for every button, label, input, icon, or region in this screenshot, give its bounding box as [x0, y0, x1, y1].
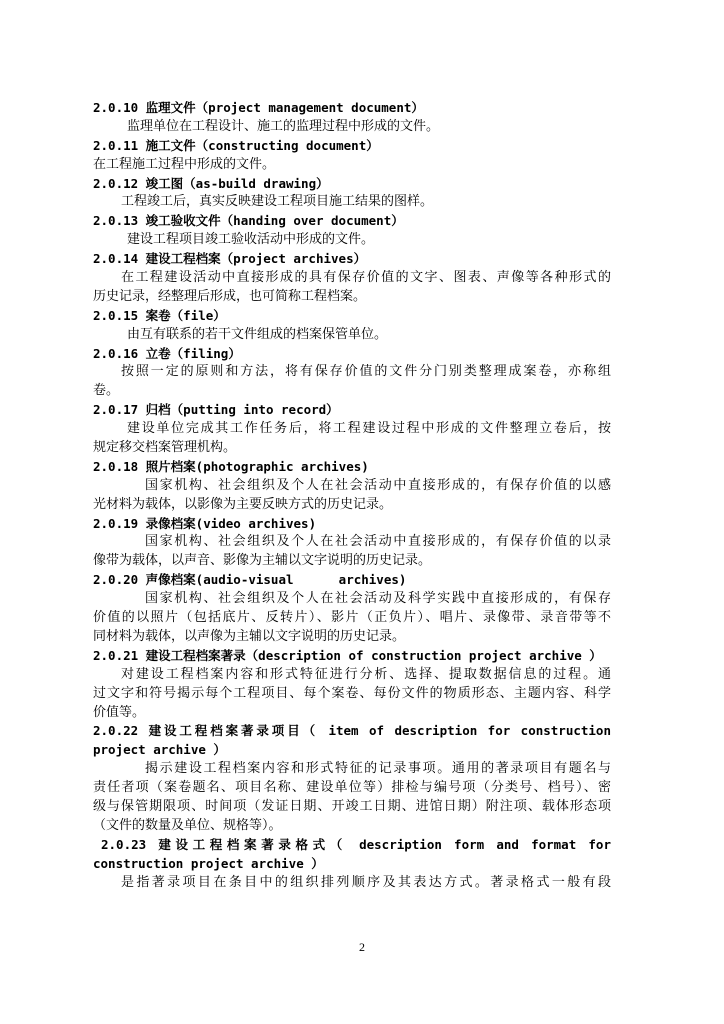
definition-text: 是指著录项目在条目中的组织排列顺序及其表达方式。著录格式一般有段	[121, 874, 611, 890]
definition-text: 责任者项（案卷题名、项目名称、建设单位等）排检与编号项（分类号、档号）、密	[93, 780, 611, 796]
definition-text: 光材料为载体，以影像为主要反映方式的历史记录。	[93, 496, 393, 512]
definition-text: 监理单位在工程设计、施工的监理过程中形成的文件。	[127, 118, 440, 134]
definition-text: （文件的数量及单位、规格等）。	[93, 817, 282, 833]
term-heading: 2.0.18 照片档案(photographic archives)	[93, 458, 369, 474]
term-heading: 2.0.13 竣工验收文件（handing over document）	[93, 213, 404, 229]
definition-text: 卷。	[93, 383, 120, 399]
definition-text: 工程竣工后，真实反映建设工程项目施工结果的图样。	[121, 194, 434, 210]
term-heading: 2.0.14 建设工程档案（project archives）	[93, 251, 367, 267]
definition-text: 在工程建设活动中直接形成的具有保存价值的文字、图表、声像等各种形式的	[121, 270, 611, 286]
term-heading: 2.0.12 竣工图（as-build drawing）	[93, 175, 329, 191]
term-heading: 2.0.22 建设工程档案著录项目（ item of description for construction	[93, 723, 611, 739]
definition-text: 国家机构、社会组织及个人在社会活动中直接形成的，有保存价值的以感	[145, 477, 611, 493]
definition-text: 建设单位完成其工作任务后，将工程建设过程中形成的文件整理立卷后，按	[127, 421, 611, 437]
term-heading: 2.0.11 施工文件（constructing document）	[93, 137, 379, 153]
definition-text: 按照一定的原则和方法，将有保存价值的文件分门别类整理成案卷，亦称组	[121, 364, 611, 380]
document-body	[93, 99, 611, 892]
definition-text: 对建设工程档案内容和形式特征进行分析、选择、提取数据信息的过程。通	[121, 666, 611, 682]
definition-text: 像带为载体，以声音、影像为主辅以文字说明的历史记录。	[93, 553, 432, 569]
term-heading: construction project archive ）	[93, 855, 324, 871]
definition-text: 由互有联系的若干文件组成的档案保管单位。	[127, 326, 388, 342]
term-heading: 2.0.10 监理文件（project management document）	[93, 100, 424, 115]
definition-text: 国家机构、社会组织及个人在社会活动中直接形成的，有保存价值的以录	[145, 534, 611, 550]
definition-text: 历史记录，经整理后形成，也可简称工程档案。	[93, 288, 367, 304]
definition-text: 揭示建设工程档案内容和形式特征的记录事项。通用的著录项目有题名与	[145, 761, 611, 777]
definition-text: 级与保管期限项、时间项（发证日期、开竣工日期、进馆日期）附注项、载体形态项	[93, 798, 611, 814]
definition-text: 价值的以照片（包括底片、反转片）、影片（正负片）、唱片、录像带、录音带等不	[93, 610, 611, 626]
definition-text: 价值等。	[93, 704, 146, 720]
term-heading: 2.0.20 声像档案(audio-visual archives)	[93, 572, 407, 588]
page-number: 2	[359, 940, 365, 954]
definition-text: 过文字和符号揭示每个工程项目、每个案卷、每份文件的物质形态、主题内容、科学	[93, 685, 611, 701]
definition-text: 同材料为载体，以声像为主辅以文字说明的历史记录。	[93, 628, 406, 644]
term-heading: 2.0.17 归档（putting into record）	[93, 402, 339, 418]
definition-text: 国家机构、社会组织及个人在社会活动及科学实践中直接形成的，有保存	[145, 591, 611, 607]
term-heading: 2.0.23 建设工程档案著录格式（ description form and format for	[101, 836, 611, 852]
definition-text: 建设工程项目竣工验收活动中形成的文件。	[127, 232, 375, 248]
term-heading: 2.0.21 建设工程档案著录（description of construction project archive ）	[93, 647, 602, 663]
term-heading: 2.0.19 录像档案(video archives)	[93, 515, 317, 531]
term-heading: project archive ）	[93, 742, 226, 758]
term-heading: 2.0.16 立卷（filing）	[93, 345, 241, 361]
definition-text: 规定移交档案管理机构。	[93, 440, 237, 456]
term-heading: 2.0.15 案卷（file）	[93, 307, 226, 323]
definition-text: 在工程施工过程中形成的文件。	[93, 156, 276, 172]
